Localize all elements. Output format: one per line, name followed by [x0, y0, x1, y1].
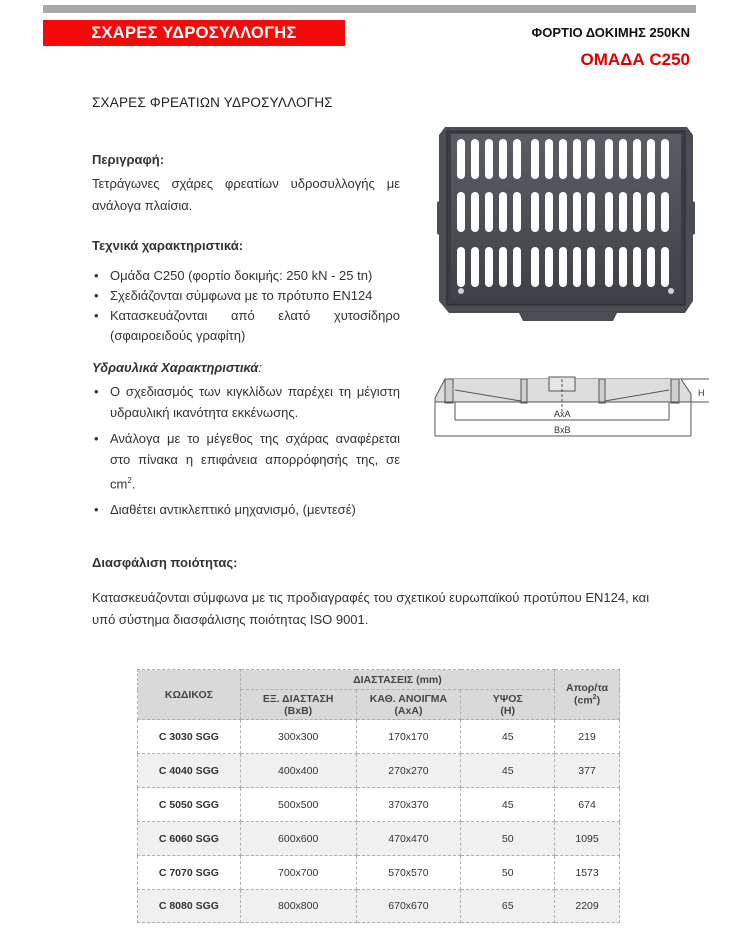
- cell-opening: 470x470: [356, 822, 461, 856]
- cell-code: C 5050 SGG: [138, 788, 241, 822]
- cell-area: 219: [555, 720, 620, 754]
- cell-area: 674: [555, 788, 620, 822]
- header-opening-line1: ΚΑΘ. ΑΝΟΙΓΜΑ: [369, 692, 448, 705]
- cell-area: 377: [555, 754, 620, 788]
- grate-photo: [437, 121, 695, 324]
- label-axa: AxA: [554, 409, 571, 419]
- cell-area: 1573: [555, 856, 620, 890]
- hydraulic-heading-text: Υδραυλικά Χαρακτηριστικά: [92, 360, 259, 375]
- header-code: ΚΩΔΙΚΟΣ: [138, 670, 241, 720]
- cell-code: C 7070 SGG: [138, 856, 241, 890]
- label-h: H: [698, 388, 705, 398]
- header-area-line2: (cm: [573, 694, 593, 707]
- quality-text-line1: Κατασκευάζονται σύμφωνα με τις προδιαγραφές του σχετικού ευρωπαϊκού προτύπου EN124, και: [92, 590, 650, 605]
- header-area: [555, 670, 620, 720]
- test-load-label: ΦΟΡΤΙΟ ΔΟΚΙΜΗΣ 250KN: [531, 25, 690, 40]
- cell-outer: 800x800: [240, 890, 356, 923]
- header-opening-line2: (AxA): [394, 704, 423, 717]
- cell-area: 1095: [555, 822, 620, 856]
- cell-outer: 600x600: [240, 822, 356, 856]
- banner-title-text: ΣΧΑΡΕΣ ΥΔΡΟΣΥΛΛΟΓΗΣ: [91, 23, 297, 42]
- header-height-line1: ΥΨΟΣ: [492, 692, 523, 705]
- cell-opening: 170x170: [356, 720, 461, 754]
- table-row: [138, 720, 620, 754]
- header-opening: [356, 690, 461, 720]
- list-item-tail: .: [131, 476, 136, 492]
- hydraulic-heading: [92, 360, 262, 375]
- technical-heading: Τεχνικά χαρακτηριστικά:: [92, 238, 244, 253]
- list-item: [92, 428, 400, 494]
- page-title: ΣΧΑΡΕΣ ΦΡΕΑΤΙΩΝ ΥΔΡΟΣΥΛΛΟΓΗΣ: [92, 95, 333, 110]
- cell-height: 65: [461, 890, 555, 923]
- group-label: ΟΜΑΔΑ C250: [580, 50, 690, 69]
- cell-height: 50: [461, 856, 555, 890]
- table-row: [138, 890, 620, 923]
- list-item-text: Διαθέτει αντικλεπτικό μηχανισμό, (μεντεσέ): [110, 502, 356, 518]
- superscript: 2: [127, 476, 132, 485]
- cell-outer: 300x300: [240, 720, 356, 754]
- header-area-line1: Απορ/τα: [566, 682, 609, 695]
- header-height: [461, 690, 555, 720]
- cell-height: 45: [461, 754, 555, 788]
- banner-title: [43, 20, 345, 46]
- cell-height: 45: [461, 788, 555, 822]
- list-item-text: Ανάλογα με το μέγεθος της σχάρας αναφέρεται στο πίνακα η επιφάνεια απορρόφησής της, σε cm: [110, 431, 400, 492]
- cell-area: 2209: [555, 890, 620, 923]
- table-row: [138, 856, 620, 890]
- header-area-end: ): [596, 694, 601, 707]
- cell-outer: 400x400: [240, 754, 356, 788]
- list-item: [92, 381, 400, 423]
- cell-code: C 3030 SGG: [138, 720, 241, 754]
- cast-iron-grate-icon: [437, 121, 695, 324]
- header-outer-line1: ΕΞ. ΔΙΑΣΤΑΣΗ: [262, 692, 334, 705]
- cell-outer: 500x500: [240, 788, 356, 822]
- cell-opening: 270x270: [356, 754, 461, 788]
- header-height-line2: (H): [500, 704, 515, 717]
- list-item: • Κατασκευάζονται από ελατό χυτοσίδηρο (σφαιροειδούς γραφίτη): [92, 306, 400, 346]
- list-item: • Σχεδιάζονται σύμφωνα με το πρότυπο EN124: [92, 286, 400, 306]
- cross-section-diagram-icon: [433, 374, 713, 442]
- cell-code: C 4040 SGG: [138, 754, 241, 788]
- list-item: • Ομάδα C250 (φορτίο δοκιμής: 250 kN - 25 tn): [92, 266, 400, 286]
- section-drawing: [433, 374, 713, 442]
- hydraulic-list: [92, 381, 400, 520]
- header-area-sup: 2: [592, 694, 597, 702]
- header-outer-line2: (BxB): [284, 704, 313, 717]
- spec-table: [137, 669, 620, 923]
- quality-text: [92, 587, 702, 631]
- label-bxb: BxB: [554, 425, 571, 435]
- cell-opening: 370x370: [356, 788, 461, 822]
- table-row: [138, 788, 620, 822]
- quality-heading: Διασφάλιση ποιότητας:: [92, 555, 238, 570]
- list-item-text: Ο σχεδιασμός των κιγκλίδων παρέχει τη μέγιστη υδραυλική ικανότητα εκκένωσης.: [110, 384, 400, 420]
- cell-code: C 8080 SGG: [138, 890, 241, 923]
- cell-height: 50: [461, 822, 555, 856]
- quality-text-line2: υπό σύστημα διασφάλισης ποιότητας ISO 9001.: [92, 612, 369, 627]
- table-row: [138, 754, 620, 788]
- top-divider-bar: [43, 5, 696, 13]
- list-item: [92, 499, 400, 520]
- technical-list: [92, 266, 400, 346]
- cell-code: C 6060 SGG: [138, 822, 241, 856]
- header-outer: [240, 690, 356, 720]
- cell-opening: 570x570: [356, 856, 461, 890]
- header-dimensions: ΔΙΑΣΤΑΣΕΙΣ (mm): [240, 670, 554, 690]
- cell-outer: 700x700: [240, 856, 356, 890]
- description-heading: Περιγραφή:: [92, 152, 165, 167]
- cell-opening: 670x670: [356, 890, 461, 923]
- description-text: Τετράγωνες σχάρες φρεατίων υδροσυλλογής με ανάλογα πλαίσια.: [92, 176, 400, 213]
- table-row: [138, 822, 620, 856]
- hydraulic-heading-colon: :: [258, 360, 262, 375]
- cell-height: 45: [461, 720, 555, 754]
